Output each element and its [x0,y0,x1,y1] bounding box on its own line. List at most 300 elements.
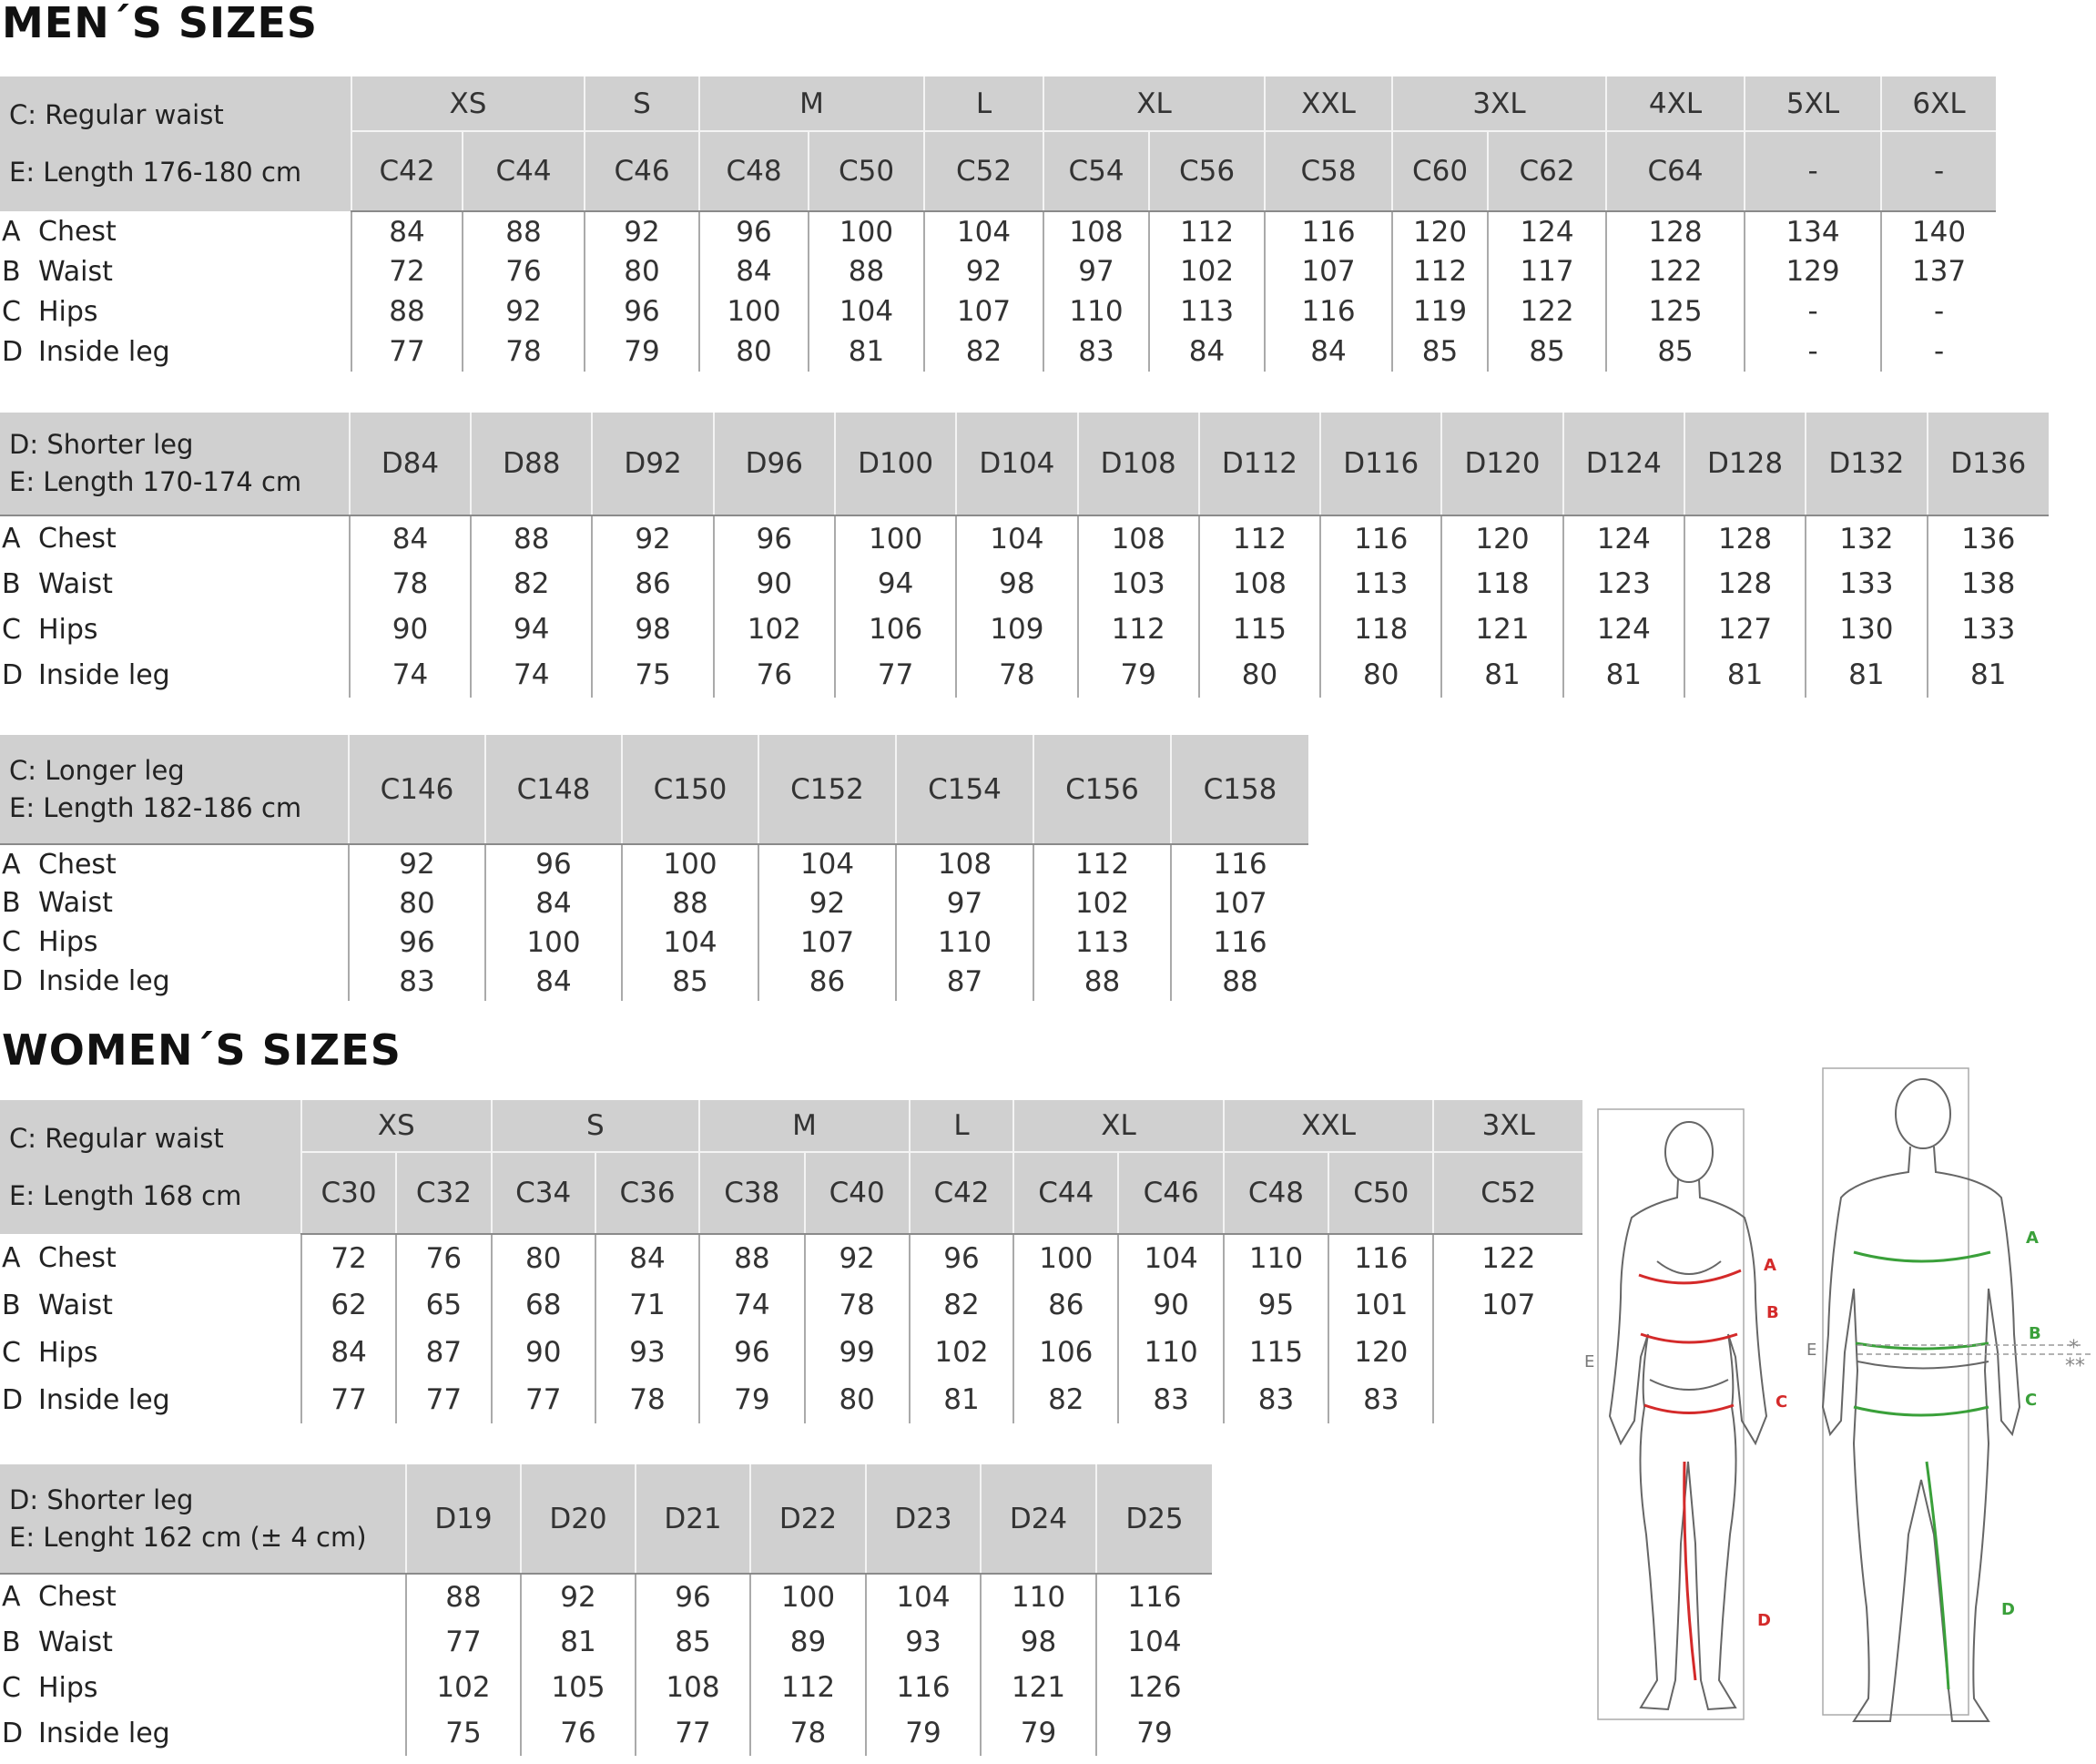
table-cell: 129 [1745,251,1881,291]
women-shorter-table [0,1464,1212,1756]
table-cell: 106 [1013,1329,1118,1376]
size-code: C46 [1118,1152,1223,1234]
measurement-letter: A [2,215,21,248]
size-code: D124 [1563,413,1684,515]
size-code: C62 [1488,131,1606,211]
size-code: C146 [349,735,485,844]
table-cell: 74 [699,1281,804,1329]
table-cell: 76 [521,1710,636,1756]
table-cell: 97 [896,883,1033,923]
size-code: D19 [406,1464,521,1574]
table-cell: 86 [758,962,896,1001]
table-cell: - [1881,331,1996,372]
table-cell: 83 [1043,331,1149,372]
table-cell: 102 [910,1329,1013,1376]
table-cell: 104 [956,515,1077,561]
table-cell: 83 [1224,1376,1328,1423]
measurement-label [0,1619,406,1665]
measurement-letter: A [2,848,21,881]
measurement-name: Inside leg [38,335,170,368]
table-cell: 77 [396,1376,491,1423]
table-cell: 124 [1563,607,1684,652]
header-label: D: Shorter leg E: Lenght 162 cm (± 4 cm) [0,1464,406,1574]
table-cell: 95 [1224,1281,1328,1329]
table-cell: 77 [351,331,463,372]
table-cell: 126 [1096,1665,1212,1710]
size-code: C46 [585,131,699,211]
size-code: D100 [835,413,956,515]
table-cell: 80 [349,883,485,923]
size-code: D23 [866,1464,981,1574]
size-code: D88 [471,413,592,515]
measurement-name: Chest [38,848,117,881]
table-cell: 92 [463,291,585,331]
table-row [0,1665,1212,1710]
table-row [0,652,2049,698]
table-cell: 71 [595,1281,699,1329]
women-regular-table [0,1100,1582,1423]
table-cell: 104 [1096,1619,1212,1665]
size-code: C58 [1265,131,1392,211]
table-cell: - [1745,291,1881,331]
table-cell: 88 [809,251,924,291]
table-row [0,1619,1212,1665]
table-cell: 80 [585,251,699,291]
measurement-name: Waist [38,1289,113,1321]
size-code: C52 [924,131,1043,211]
measurement-letter: B [2,887,21,919]
table-cell: 80 [492,1234,595,1281]
table-cell: 113 [1033,923,1171,962]
table-cell: 115 [1199,607,1320,652]
male-marker-b: B [2029,1324,2041,1343]
size-code: C50 [809,131,924,211]
size-code: D120 [1441,413,1562,515]
table-cell: 128 [1684,515,1806,561]
measurement-label [0,1574,406,1619]
table-cell: 100 [809,211,924,251]
table-cell: 112 [1033,844,1171,883]
table-cell: 122 [1606,251,1745,291]
measurement-label [0,844,349,883]
table-cell: 78 [956,652,1077,698]
table-cell: 104 [1118,1234,1223,1281]
table-cell: 138 [1928,561,2050,607]
table-cell: 92 [758,883,896,923]
measurement-name: Waist [38,255,113,288]
table-row [0,1710,1212,1756]
table-cell: 81 [910,1376,1013,1423]
table-cell: 84 [699,251,809,291]
table-cell: 96 [585,291,699,331]
table-cell: 100 [622,844,758,883]
female-marker-d: D [1757,1611,1771,1630]
measurement-letter: A [2,1241,21,1274]
table-cell: 79 [699,1376,804,1423]
size-code: - [1881,131,1996,211]
men-longer-table [0,735,1308,1001]
table-cell: 121 [981,1665,1096,1710]
table-cell: 116 [1096,1574,1212,1619]
table-cell: 90 [1118,1281,1223,1329]
table-cell: 116 [1171,923,1308,962]
size-code: C52 [1433,1152,1582,1234]
size-code: C38 [699,1152,804,1234]
table-cell: 116 [1320,515,1441,561]
table-cell: 120 [1441,515,1562,561]
table-cell: 81 [1806,652,1927,698]
measurement-name: Inside leg [38,1717,170,1749]
measurement-name: Inside leg [38,965,170,997]
size-code: C30 [301,1152,396,1234]
measurement-name: Hips [38,295,98,328]
measurement-name: Chest [38,215,117,248]
table-cell: 104 [866,1574,981,1619]
size-code: C152 [758,735,896,844]
table-cell: 125 [1606,291,1745,331]
table-cell: 119 [1392,291,1488,331]
size-code: C50 [1328,1152,1433,1234]
table-cell: 84 [595,1234,699,1281]
measurement-label [0,1710,406,1756]
table-cell: 79 [1096,1710,1212,1756]
table-cell: 107 [1171,883,1308,923]
table-cell: 96 [699,211,809,251]
table-cell: 96 [485,844,622,883]
size-code: C48 [1224,1152,1328,1234]
size-code: D132 [1806,413,1927,515]
table-cell: 88 [1171,962,1308,1001]
table-cell: 84 [485,962,622,1001]
table-cell: 87 [396,1329,491,1376]
table-cell: 76 [396,1234,491,1281]
table-cell: 81 [1684,652,1806,698]
table-cell: 117 [1488,251,1606,291]
table-cell: 120 [1328,1329,1433,1376]
table-cell: 101 [1328,1281,1433,1329]
table-cell: 100 [485,923,622,962]
size-code: D128 [1684,413,1806,515]
table-row [0,1329,1582,1376]
table-cell: 83 [349,962,485,1001]
measurement-letter: D [2,335,24,368]
table-cell: 110 [1043,291,1149,331]
table-cell: 84 [485,883,622,923]
table-cell: 100 [1013,1234,1118,1281]
table-cell: 75 [592,652,713,698]
table-cell: 84 [1149,331,1265,372]
table-cell: 113 [1320,561,1441,607]
table-row [0,515,2049,561]
table-cell: 78 [805,1281,910,1329]
size-code: D84 [350,413,471,515]
size-code: - [1745,131,1881,211]
female-marker-b: B [1766,1303,1779,1322]
size-group: 3XL [1433,1100,1582,1152]
female-marker-e: E [1584,1352,1595,1371]
table-cell: 100 [699,291,809,331]
table-cell: 102 [1149,251,1265,291]
table-cell: 100 [750,1574,866,1619]
table-cell: 79 [585,331,699,372]
table-cell: 83 [1118,1376,1223,1423]
table-cell: 110 [896,923,1033,962]
body-measurement-diagram [1584,1061,2094,1735]
table-cell: 107 [924,291,1043,331]
measurement-name: Hips [38,1671,98,1704]
table-cell: 88 [699,1234,804,1281]
table-cell: 127 [1684,607,1806,652]
measurement-name: Hips [38,613,98,646]
table-cell: 136 [1928,515,2050,561]
table-cell: 81 [521,1619,636,1665]
size-code: C32 [396,1152,491,1234]
measurement-letter: C [2,1336,21,1369]
measurement-label [0,331,351,372]
women-sizes-heading: WOMEN´S SIZES [2,1025,402,1075]
table-cell: 112 [1078,607,1199,652]
table-cell: 110 [1118,1329,1223,1376]
measurement-letter: C [2,613,21,646]
table-cell: 94 [471,607,592,652]
measurement-label [0,211,351,251]
table-cell: 116 [866,1665,981,1710]
table-cell: 112 [1199,515,1320,561]
measurement-name: Chest [38,523,117,555]
table-cell: 130 [1806,607,1927,652]
table-cell: 116 [1328,1234,1433,1281]
measurement-label [0,561,350,607]
table-cell: 83 [1328,1376,1433,1423]
table-cell: 81 [1563,652,1684,698]
table-cell: 65 [396,1281,491,1329]
measurement-label [0,1234,301,1281]
measurement-label [0,1281,301,1329]
size-code: D24 [981,1464,1096,1574]
table-cell: 112 [1392,251,1488,291]
measurement-letter: A [2,523,21,555]
male-marker-c: C [2025,1391,2038,1410]
measurement-letter: A [2,1581,21,1613]
table-row [0,561,2049,607]
table-cell: 104 [809,291,924,331]
table-cell: 110 [1224,1234,1328,1281]
men-sizes-heading: MEN´S SIZES [2,0,318,47]
men-shorter-table [0,413,2049,698]
size-group: L [924,76,1043,131]
male-marker-a: A [2026,1229,2039,1248]
measurement-name: Inside leg [38,1383,170,1416]
table-cell: 84 [350,515,471,561]
size-code: C156 [1033,735,1171,844]
table-cell: 112 [1149,211,1265,251]
table-cell: 81 [809,331,924,372]
table-cell: 108 [1078,515,1199,561]
table-cell: 96 [714,515,835,561]
table-cell: 81 [1928,652,2050,698]
size-code: C40 [805,1152,910,1234]
table-cell: 80 [1320,652,1441,698]
table-row [0,607,2049,652]
table-cell [1433,1329,1582,1376]
table-cell: 78 [350,561,471,607]
male-figure [1823,1068,2020,1721]
measurement-letter: D [2,1383,24,1416]
size-code: C148 [485,735,622,844]
male-marker-e: E [1806,1341,1817,1360]
measurement-name: Chest [38,1241,117,1274]
table-cell: 76 [714,652,835,698]
size-group: XXL [1265,76,1392,131]
table-cell: 82 [1013,1376,1118,1423]
table-cell: 77 [492,1376,595,1423]
male-marker-d: D [2001,1600,2015,1619]
table-cell: 140 [1881,211,1996,251]
size-group: 6XL [1881,76,1996,131]
table-cell: 96 [349,923,485,962]
table-row [0,1574,1212,1619]
table-row [0,962,1308,1001]
table-cell: 103 [1078,561,1199,607]
measurement-letter: B [2,1289,21,1321]
size-code: D92 [592,413,713,515]
table-cell: 88 [351,291,463,331]
female-figure [1598,1109,1766,1719]
table-cell [1433,1376,1582,1423]
size-group: XXL [1224,1100,1434,1152]
table-cell: 94 [835,561,956,607]
measurement-letter: D [2,1717,24,1749]
size-group: XS [351,76,585,131]
table-cell: 108 [1043,211,1149,251]
size-code: C44 [463,131,585,211]
table-cell: 88 [1033,962,1171,1001]
table-cell: 110 [981,1574,1096,1619]
measurement-name: Waist [38,1626,113,1658]
male-measure-lines [1854,1252,1990,1689]
table-row [0,1281,1582,1329]
table-cell: 92 [924,251,1043,291]
measurement-label [0,652,350,698]
table-cell: 93 [595,1329,699,1376]
size-group: M [699,1100,910,1152]
size-code: C34 [492,1152,595,1234]
table-cell: 104 [758,844,896,883]
size-group: S [492,1100,700,1152]
table-cell: 79 [866,1710,981,1756]
table-cell: 78 [463,331,585,372]
table-cell: 120 [1392,211,1488,251]
table-cell: 76 [463,251,585,291]
table-cell: 113 [1149,291,1265,331]
table-cell: 96 [699,1329,804,1376]
measurement-letter: B [2,1626,21,1658]
table-cell: 98 [956,561,1077,607]
table-cell: 128 [1684,561,1806,607]
table-cell: 86 [592,561,713,607]
table-cell: 88 [463,211,585,251]
table-cell: 102 [1033,883,1171,923]
table-row [0,923,1308,962]
table-cell: 102 [714,607,835,652]
table-cell: 68 [492,1281,595,1329]
table-cell: 88 [406,1574,521,1619]
table-cell: 92 [585,211,699,251]
table-cell: 92 [805,1234,910,1281]
table-cell: 92 [521,1574,636,1619]
measurement-name: Waist [38,567,113,600]
size-code: C42 [351,131,463,211]
table-cell: 90 [492,1329,595,1376]
size-code: D108 [1078,413,1199,515]
table-cell: 132 [1806,515,1927,561]
header-label: C: Regular waist E: Length 168 cm [0,1100,301,1234]
table-row [0,251,1996,291]
size-code: D20 [521,1464,636,1574]
measurement-letter: B [2,567,21,600]
table-cell: 134 [1745,211,1881,251]
size-code: C158 [1171,735,1308,844]
measurement-letter: C [2,1671,21,1704]
table-cell: 96 [636,1574,750,1619]
table-cell: 74 [350,652,471,698]
table-row [0,844,1308,883]
table-cell: 82 [910,1281,1013,1329]
size-group: 3XL [1392,76,1606,131]
table-cell: 108 [896,844,1033,883]
size-group: 5XL [1745,76,1881,131]
table-cell: 104 [622,923,758,962]
table-cell: 98 [981,1619,1096,1665]
size-group: M [699,76,924,131]
measurement-letter: C [2,295,21,328]
table-cell: 104 [924,211,1043,251]
table-cell: 99 [805,1329,910,1376]
size-group: XL [1043,76,1265,131]
table-cell: 115 [1224,1329,1328,1376]
table-cell: 116 [1171,844,1308,883]
table-cell: 98 [592,607,713,652]
table-cell: 80 [1199,652,1320,698]
table-cell: - [1881,291,1996,331]
table-cell: 108 [636,1665,750,1710]
table-cell: 122 [1488,291,1606,331]
table-cell: 137 [1881,251,1996,291]
size-code: C60 [1392,131,1488,211]
table-cell: 90 [350,607,471,652]
header-label: D: Shorter leg E: Length 170-174 cm [0,413,350,515]
marker-single-asterisk: * [2069,1337,2079,1360]
table-cell: 97 [1043,251,1149,291]
measurement-label [0,962,349,1001]
measurement-label [0,251,351,291]
table-row [0,1234,1582,1281]
table-cell: 109 [956,607,1077,652]
size-code: C56 [1149,131,1265,211]
table-cell: 105 [521,1665,636,1710]
table-cell: 72 [301,1234,396,1281]
size-code: D112 [1199,413,1320,515]
size-code: C150 [622,735,758,844]
size-code: C54 [1043,131,1149,211]
table-cell: 72 [351,251,463,291]
measurement-label [0,291,351,331]
table-cell: 80 [805,1376,910,1423]
table-row [0,291,1996,331]
table-cell: 85 [622,962,758,1001]
table-cell: 128 [1606,211,1745,251]
measurement-name: Hips [38,1336,98,1369]
